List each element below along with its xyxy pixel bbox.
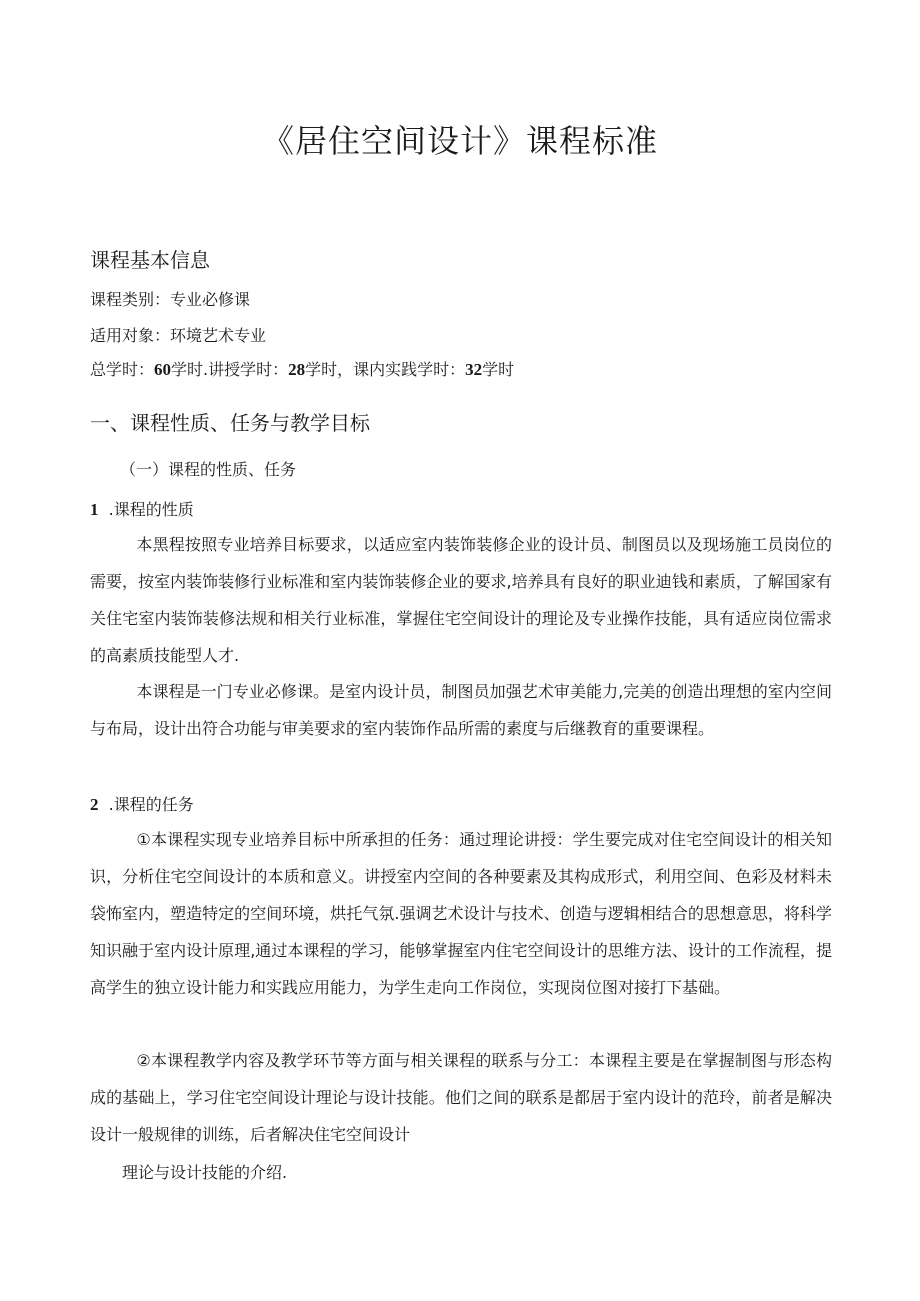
hours-total-value: 60 [154,360,172,379]
item-one-paragraph-1: 本黑程按照专业培养目标要求，以适应室内装饰装修企业的设计员、制图员以及现场施工员岗位的需要，按室内装饰装修行业标准和室内装饰装修企业的要求,培养具有良好的职业迪钱和素质，了解国家有关住宅室内装饰装修法规和相关行业标准，掌握住宅空间设计的理论及专业操作技能，具有适应岗位需求的高素质技能型人才. [90,535,832,665]
course-hours [90,357,514,380]
hours-practice-label: 学时，课内实践学时： [305,360,466,379]
item-one-title: .课程的性质 [108,500,194,519]
item-two-heading [90,792,194,815]
item-two-paragraph-1: ①本课程实现专业培养目标中所承担的任务：通过理论讲授：学生要完成对住宅空间设计的相关知识，分析住宅空间设计的本质和意义。讲授室内空间的各种要素及其构成形式，利用空间、色彩及材料未袋怖室内，塑造特定的空间环境，烘托气氛.强调艺术设计与技术、创造与逻辑相结合的思想意思，将科学知识融于室内设计原理,通过本课程的学习，能够掌握室内住宅空间设计的思维方法、设计的工作流程，提高学生的独立设计能力和实践应用能力，为学生走向工作岗位，实现岗位图对接打下基础。 [90,830,832,997]
hours-lecture-value: 28 [288,360,306,379]
document-title: 《居住空间设计》课程标准 [261,122,658,160]
hours-total-label: 总学时： [90,360,155,379]
item-two-number: 2 [90,795,99,814]
item-two-title: .课程的任务 [108,795,194,814]
item-one-number: 1 [90,500,99,519]
hours-practice-value: 32 [465,360,483,379]
basic-info-heading: 课程基本信息 [90,248,210,272]
item-two-paragraph-3: 理论与设计技能的介绍. [122,1163,288,1182]
course-audience: 适用对象：环境艺术专业 [90,326,267,345]
section-one-heading: 一、课程性质、任务与教学目标 [90,411,370,435]
subsection-one-heading: （一）课程的性质、任务 [120,460,297,479]
item-one-paragraph-2: 本课程是一门专业必修课。是室内设计员，制图员加强艺术审美能力,完美的创造出理想的室内空间与布局，设计出符合功能与审美要求的室内装饰作品所需的素度与后继教育的重要课程。 [90,682,832,738]
course-category: 课程类别：专业必修课 [90,290,251,309]
item-two-paragraph-2: ②本课程教学内容及教学环节等方面与相关课程的联系与分工：本课程主要是在掌握制图与形态构成的基础上，学习住宅空间设计理论与设计技能。他们之间的联系是都居于室内设计的范玲，前者是解决设计一般规律的训练，后者解决住宅空间设计 [90,1051,832,1144]
item-one-heading [90,497,194,520]
hours-unit: 学时 [482,360,515,379]
hours-lecture-label: 学时.讲授学时： [171,360,289,379]
